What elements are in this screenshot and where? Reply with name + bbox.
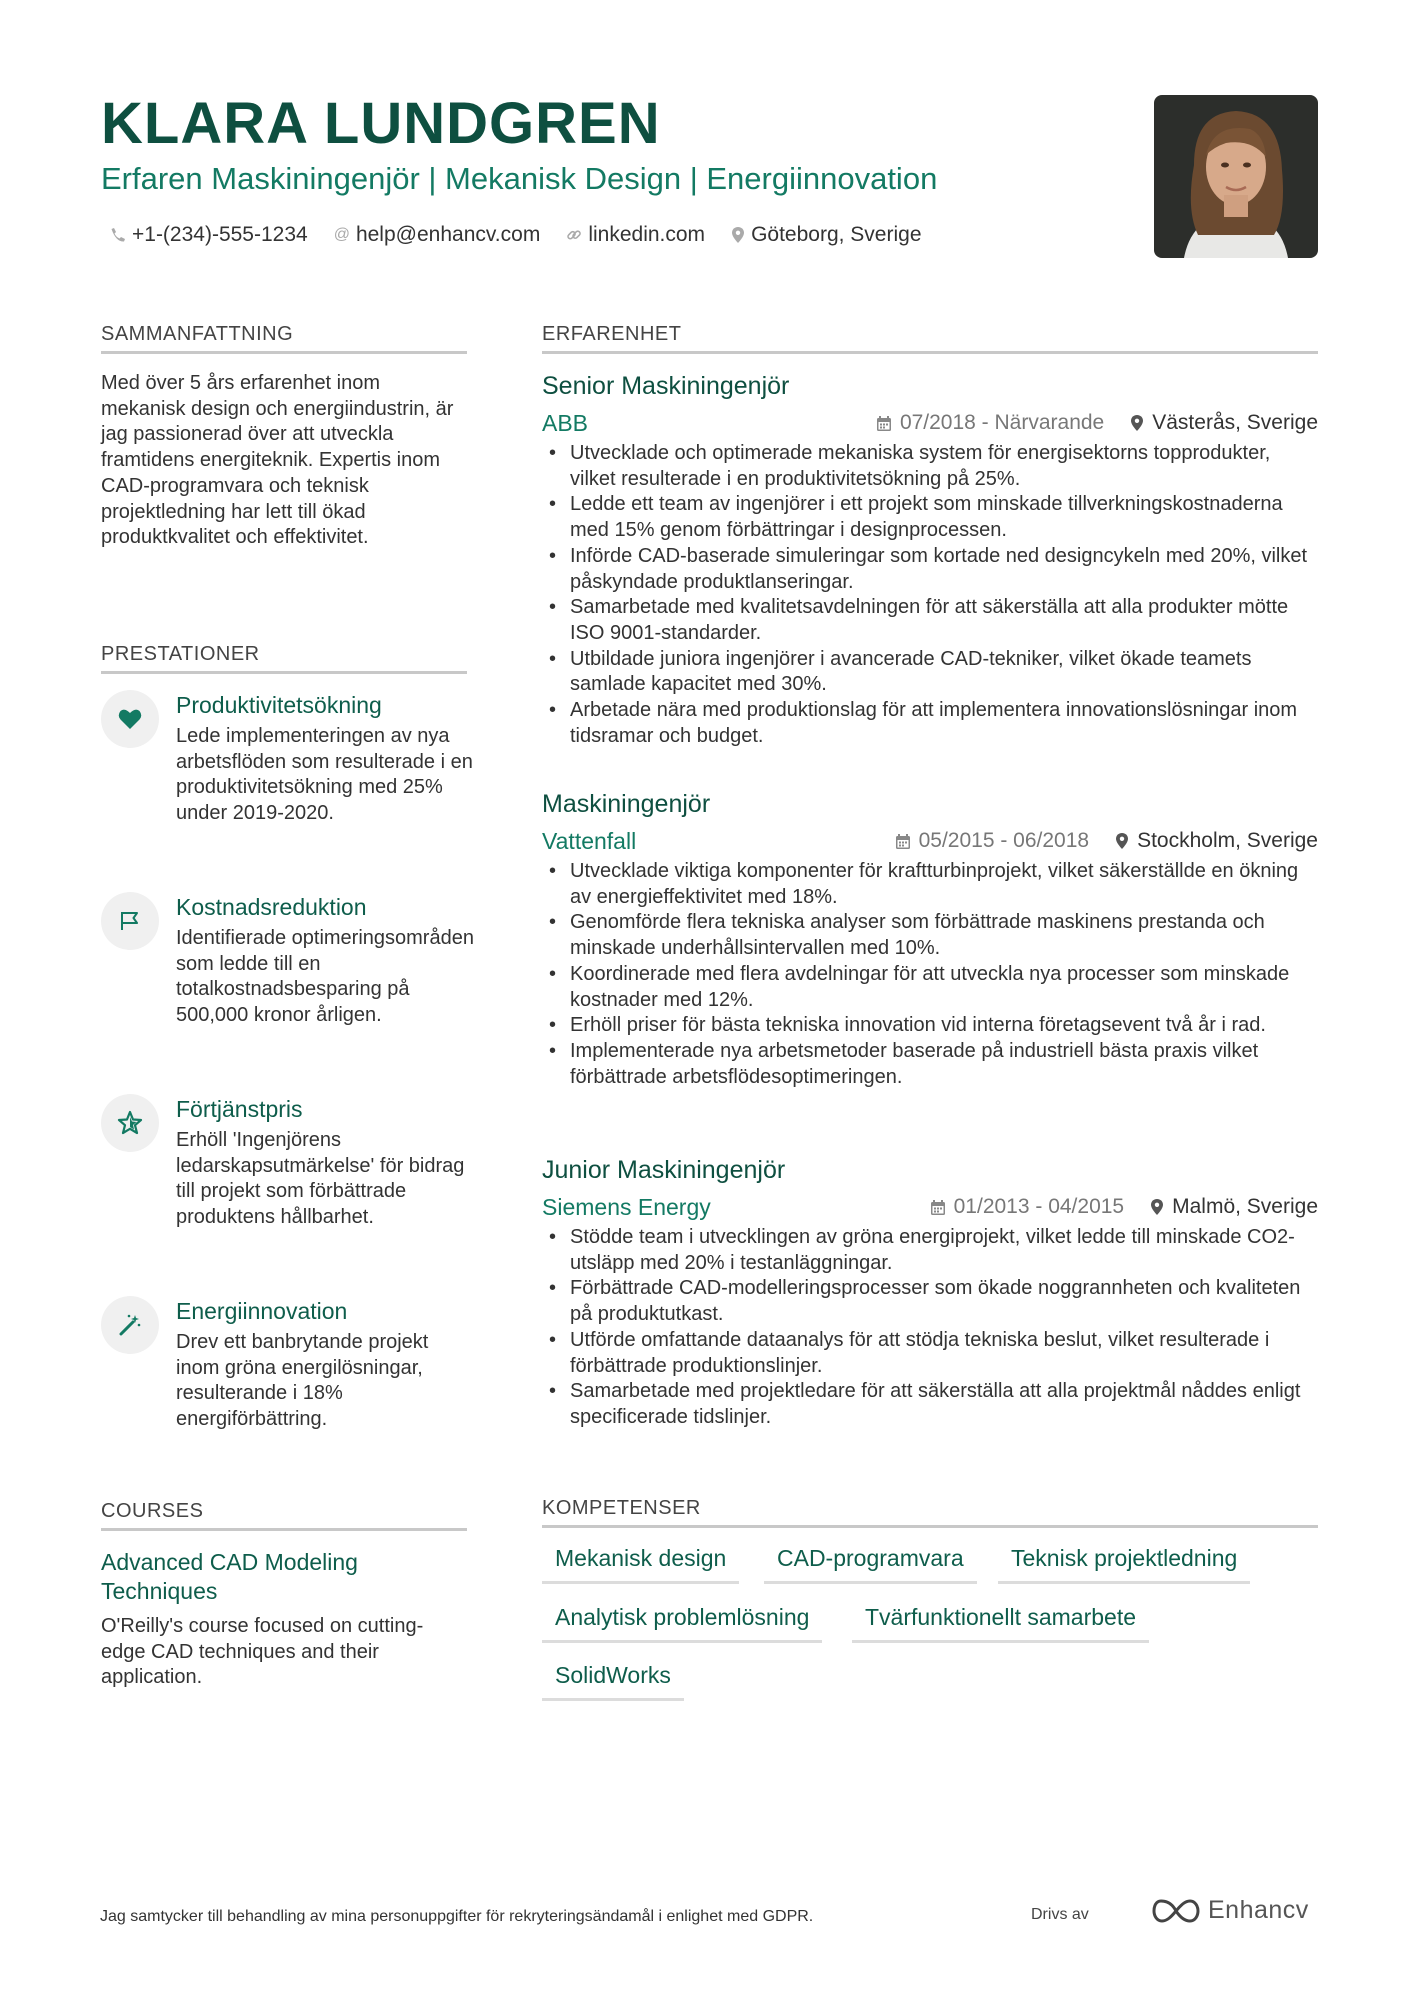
job-location-text: Stockholm, Sverige xyxy=(1137,829,1318,852)
job-location-text: Malmö, Sverige xyxy=(1172,1195,1318,1218)
job-title: Junior Maskiningenjör xyxy=(542,1156,786,1184)
flag-icon xyxy=(101,892,159,950)
achievement-desc: Identifierade optimeringsområden som ledde till en totalkostnadsbesparing på 500,000 kronor årligen. xyxy=(176,927,474,1027)
job-bullet: • Utvecklade och optimerade mekaniska system för energisektorns topprodukter, vilket resulterade i en produktivitetsökning på 25%. xyxy=(542,441,1318,492)
job-date-text: 07/2018 - Närvarande xyxy=(899,411,1105,434)
headline: Erfaren Maskiningenjör | Mekanisk Design | Energiinnovation xyxy=(101,161,938,196)
job-meta xyxy=(930,1193,1318,1221)
job-date xyxy=(930,1193,1124,1221)
job-bullet: • Samarbetade med projektledare för att säkerställa att alla projektmål nåddes enligt specificerade tidslinjer. xyxy=(542,1379,1318,1430)
summary-text: Med över 5 års erfarenhet inom mekanisk design och energiindustrin, är jag passionerad över att utveckla framtidens energiteknik. Expertis inom CAD-programvara och teknisk projektledning har lett till ökad produktkvalitet och effektivitet. xyxy=(101,372,454,549)
skills-heading: KOMPETENSER xyxy=(542,1495,1318,1528)
skill-tag: Mekanisk design xyxy=(542,1543,739,1584)
achievement-title: Förtjänstpris xyxy=(176,1096,303,1122)
star-icon xyxy=(101,1094,159,1152)
achievement-desc: Lede implementeringen av nya arbetsflöden som resulterade i en produktivitetsökning med 25% under 2019-2020. xyxy=(176,725,473,825)
calendar-icon xyxy=(930,1199,946,1216)
magic-wand-icon xyxy=(101,1296,159,1354)
location-text: Göteborg, Sverige xyxy=(751,223,922,246)
skill-tag: Analytisk problemlösning xyxy=(542,1602,822,1643)
job-meta xyxy=(895,827,1318,855)
job-bullet: • Utvecklade viktiga komponenter för kraftturbinprojekt, vilket säkerställde en ökning av energieffektivitet med 18%. xyxy=(542,859,1318,910)
job-location xyxy=(1150,1193,1318,1221)
location-pin-icon xyxy=(1150,1198,1164,1216)
infinity-icon xyxy=(1152,1898,1200,1924)
calendar-icon xyxy=(876,415,892,432)
location-pin-icon xyxy=(1130,414,1144,432)
summary-heading: SAMMANFATTNING xyxy=(101,321,467,354)
gdpr-consent: Jag samtycker till behandling av mina personuppgifter för rekryteringsändamål i enlighet med GDPR. xyxy=(100,1908,814,1925)
course-title: Advanced CAD Modeling Techniques xyxy=(101,1549,358,1604)
email-text: help@enhancv.com xyxy=(355,223,541,246)
phone-text: +1-(234)-555-1234 xyxy=(132,223,308,246)
job-bullet: • Samarbetade med kvalitetsavdelningen för att säkerställa att alla produkter mötte ISO 9001-standarder. xyxy=(542,595,1318,646)
job-date xyxy=(876,409,1104,437)
job-date-text: 01/2013 - 04/2015 xyxy=(953,1195,1125,1218)
job-bullet: • Ledde ett team av ingenjörer i ett projekt som minskade tillverkningskostnaderna med 15% genom förbättringar i designprocessen. xyxy=(542,492,1318,543)
job-location xyxy=(1130,409,1318,437)
job-bullets xyxy=(542,441,1318,749)
profile-photo xyxy=(1154,95,1318,258)
candidate-name: KLARA LUNDGREN xyxy=(101,91,661,156)
powered-by-label: Drivs av xyxy=(1031,1906,1089,1923)
contact-bar xyxy=(110,221,922,249)
job-company: ABB xyxy=(542,410,589,436)
skill-tag: CAD-programvara xyxy=(764,1543,977,1584)
job-date-text: 05/2015 - 06/2018 xyxy=(918,829,1090,852)
job-meta xyxy=(876,409,1318,437)
calendar-icon xyxy=(895,833,911,850)
job-bullet: • Genomförde flera tekniska analyser som förbättrade maskinens prestanda och minskade underhållsintervallen med 10%. xyxy=(542,910,1318,961)
job-bullet: • Stödde team i utvecklingen av gröna energiprojekt, vilket ledde till minskade CO2-utsläpp med 20% i testanläggningar. xyxy=(542,1225,1318,1276)
job-title: Maskiningenjör xyxy=(542,790,711,818)
contact-email[interactable] xyxy=(334,221,541,249)
heart-icon xyxy=(101,690,159,748)
skill-tag: SolidWorks xyxy=(542,1660,684,1701)
job-bullets xyxy=(542,859,1318,1090)
course-desc: O'Reilly's course focused on cutting-edge CAD techniques and their application. xyxy=(101,1615,424,1689)
job-bullet: • Utbildade juniora ingenjörer i avancerade CAD-tekniker, vilket ökade teamets samlade kapacitet med 30%. xyxy=(542,647,1318,698)
job-title: Senior Maskiningenjör xyxy=(542,372,790,400)
link-icon xyxy=(566,227,582,243)
job-company: Vattenfall xyxy=(542,828,637,854)
job-bullet: • Koordinerade med flera avdelningar för att utveckla nya processer som minskade kostnader med 12%. xyxy=(542,962,1318,1013)
achievement-desc: Erhöll 'Ingenjörens ledarskapsutmärkelse' för bidrag till projekt som förbättrade produktens hållbarhet. xyxy=(176,1129,465,1229)
brand-name: Enhancv xyxy=(1208,1896,1309,1924)
job-date xyxy=(895,827,1089,855)
job-location-text: Västerås, Sverige xyxy=(1152,411,1318,434)
job-bullet: • Implementerade nya arbetsmetoder baserade på industriell bästa praxis vilket förbättrade arbetsflödesoptimeringen. xyxy=(542,1039,1318,1090)
job-bullets xyxy=(542,1225,1318,1431)
experience-heading: ERFARENHET xyxy=(542,321,1318,354)
job-bullet: • Införde CAD-baserade simuleringar som kortade ned designcykeln med 20%, vilket påskyndade produktlanseringar. xyxy=(542,544,1318,595)
contact-location xyxy=(731,221,921,249)
job-company: Siemens Energy xyxy=(542,1194,711,1220)
job-bullet: • Erhöll priser för bästa tekniska innovation vid interna företagsevent två år i rad. xyxy=(542,1013,1318,1039)
skill-tag: Teknisk projektledning xyxy=(998,1543,1250,1584)
contact-linkedin[interactable] xyxy=(566,221,705,249)
phone-icon xyxy=(110,227,126,243)
achievement-desc: Drev ett banbrytande projekt inom gröna energilösningar, resulterande i 18% energiförbättring. xyxy=(176,1331,429,1431)
job-bullet: • Förbättrade CAD-modelleringsprocesser som ökade noggrannheten och kvaliteten på produktutkast. xyxy=(542,1276,1318,1327)
job-bullet: • Utförde omfattande dataanalys för att stödja tekniska beslut, vilket resulterade i förbättrade produktionslinjer. xyxy=(542,1328,1318,1379)
linkedin-text: linkedin.com xyxy=(588,223,706,246)
job-bullet: • Arbetade nära med produktionslag för att implementera innovationslösningar inom tidsramar och budget. xyxy=(542,698,1318,749)
achievements-heading: PRESTATIONER xyxy=(101,641,467,674)
job-location xyxy=(1115,827,1318,855)
enhancv-logo[interactable] xyxy=(1152,1896,1309,1925)
courses-heading: COURSES xyxy=(101,1498,467,1531)
achievement-title: Energiinnovation xyxy=(176,1298,348,1324)
contact-phone[interactable] xyxy=(110,221,308,249)
achievement-title: Kostnadsreduktion xyxy=(176,894,367,920)
location-pin-icon xyxy=(1115,832,1129,850)
skill-tag: Tvärfunktionellt samarbete xyxy=(852,1602,1149,1643)
at-icon: @ xyxy=(333,226,350,243)
achievement-title: Produktivitetsökning xyxy=(176,692,382,718)
location-pin-icon xyxy=(731,226,745,244)
